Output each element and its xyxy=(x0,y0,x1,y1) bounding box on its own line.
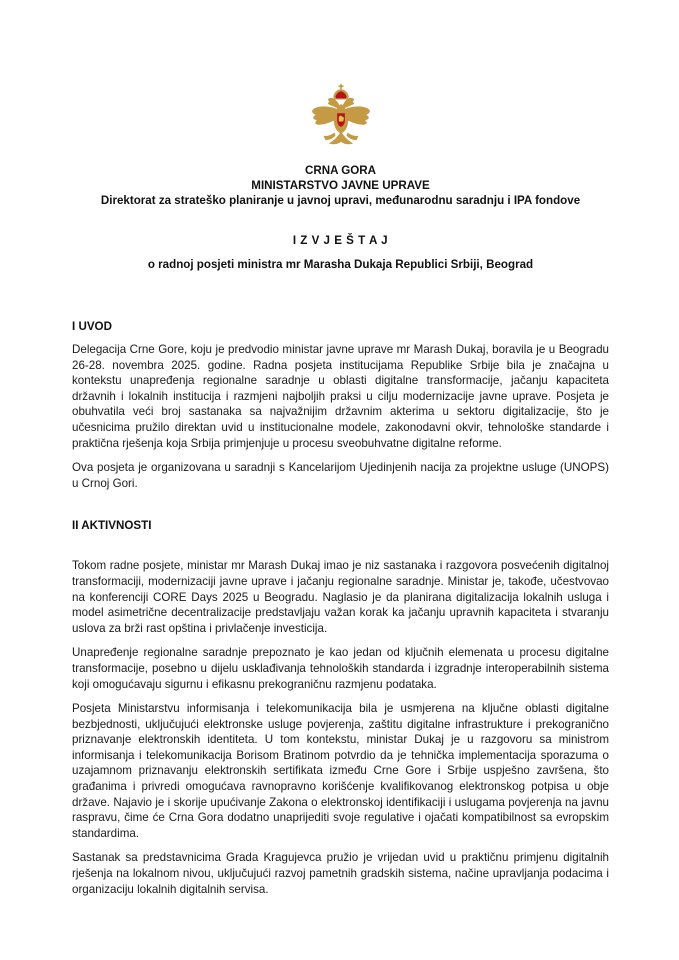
paragraph-aktivnosti-1: Tokom radne posjete, ministar mr Marash Dukaj imao je niz sastanaka i razgovora posvećenih digitalnoj transformaciji, modernizaciji javne uprave i jačanju regionalne saradnje. Ministar je, takođe, učestvovao na konferenciji CORE Days 2025 u Beogradu. Naglasio je da planirana digitalizacija lokalnih usluga i model asimetrične decentralizacije predstavljaju važan korak ka jačanju upravnih kapaciteta i stvaranju uslova za brži rast opština i privlačenje investicija. xyxy=(72,559,609,635)
letterhead xyxy=(72,163,609,208)
paragraph-uvod-2: Ova posjeta je organizovana u saradnji s Kancelarijom Ujedinjenih nacija za projektne usluge (UNOPS) u Crnoj Gori. xyxy=(72,461,609,490)
section-heading-aktivnosti: II AKTIVNOSTI xyxy=(72,519,152,533)
paragraph-aktivnosti-2: Unapređenje regionalne saradnje prepoznato je kao jedan od ključnih elemenata u procesu digitalne transformacije, posebno u dijelu usklađivanja tehnoloških standarda i izgradnje interoperabilnih sistema koji omogućavaju sigurnu i efikasnu prekograničnu razmjenu podataka. xyxy=(72,646,609,691)
document-title: I Z V J E Š T A J xyxy=(292,234,389,247)
section-heading-uvod: I UVOD xyxy=(72,320,112,333)
paragraph-aktivnosti-3: Posjeta Ministarstvu informisanja i telekomunikacija bila je usmjerena na ključne oblasti digitalne bezbjednosti, uključujući elektronske usluge povjerenja, zaštitu digitalne infrastrukture i prekogranično priznavanje elektronskih identiteta. U tom kontekstu, ministar Dukaj je u razgovoru sa ministrom informisanja i telekomunikacija Borisom Bratinom potvrdio da je tehnička implementacija sporazuma o uzajamnom priznavanju elektronskih sertifikata između Crne Gore i Srbije uspješno završena, što građanima i privredi omogućava ravnopravno korišćenje kvalifikovanog elektronskog potpisa u obje države. Najavio je i skorije upućivanje Zakona o elektronskoj identifikaciji i uslugama povjerenja na javnu raspravu, čime će Crna Gora dodatno unaprijediti svoje regulative i ojačati kompatibilnost sa evropskim standardima. xyxy=(72,702,609,840)
coat-of-arms-icon xyxy=(308,84,374,148)
paragraph-uvod-1: Delegacija Crne Gore, koju je predvodio ministar javne uprave mr Marash Dukaj, boravila je u Beogradu 26-28. novembra 2025. godine. Radna posjeta institucijama Republike Srbije bila je značajna u kontekstu unapređenja regionalne saradnje u oblasti digitalne transformacije, jačanju kapaciteta državnih i lokalnih institucija i razmjeni najboljih praksi u cilju modernizacije javne uprave. Posjeta je obuhvatila veći broj sastanaka sa najvažnijim državnim akterima u sektoru digitalizacije, što je učesnicima pružilo direktan uvid u institucionalne modele, zakonodavni okvir, tehnološke standarde i praktična rješenja koja Srbija primjenjuje u procesu sveobuhvatne digitalne reforme. xyxy=(72,343,609,450)
coat-of-arms-montenegro xyxy=(72,0,609,148)
paragraph-aktivnosti-4: Sastanak sa predstavnicima Grada Kragujevca pružio je vrijedan uvid u praktičnu primjenu digitalnih rješenja na lokalnom nivou, uključujući razvoj pametnih gradskih sistema, načine upravljanja podacima i organizaciju lokalnih digitalnih servisa. xyxy=(72,851,609,896)
header-country: CRNA GORA xyxy=(304,164,377,177)
document-subtitle: o radnoj posjeti ministra mr Marasha Dukaja Republici Srbiji, Beograd xyxy=(147,258,534,271)
header-directorate: Direktorat za strateško planiranje u javnoj upravi, međunarodnu saradnju i IPA fondove xyxy=(100,194,581,207)
header-ministry: MINISTARSTVO JAVNE UPRAVE xyxy=(251,179,430,192)
